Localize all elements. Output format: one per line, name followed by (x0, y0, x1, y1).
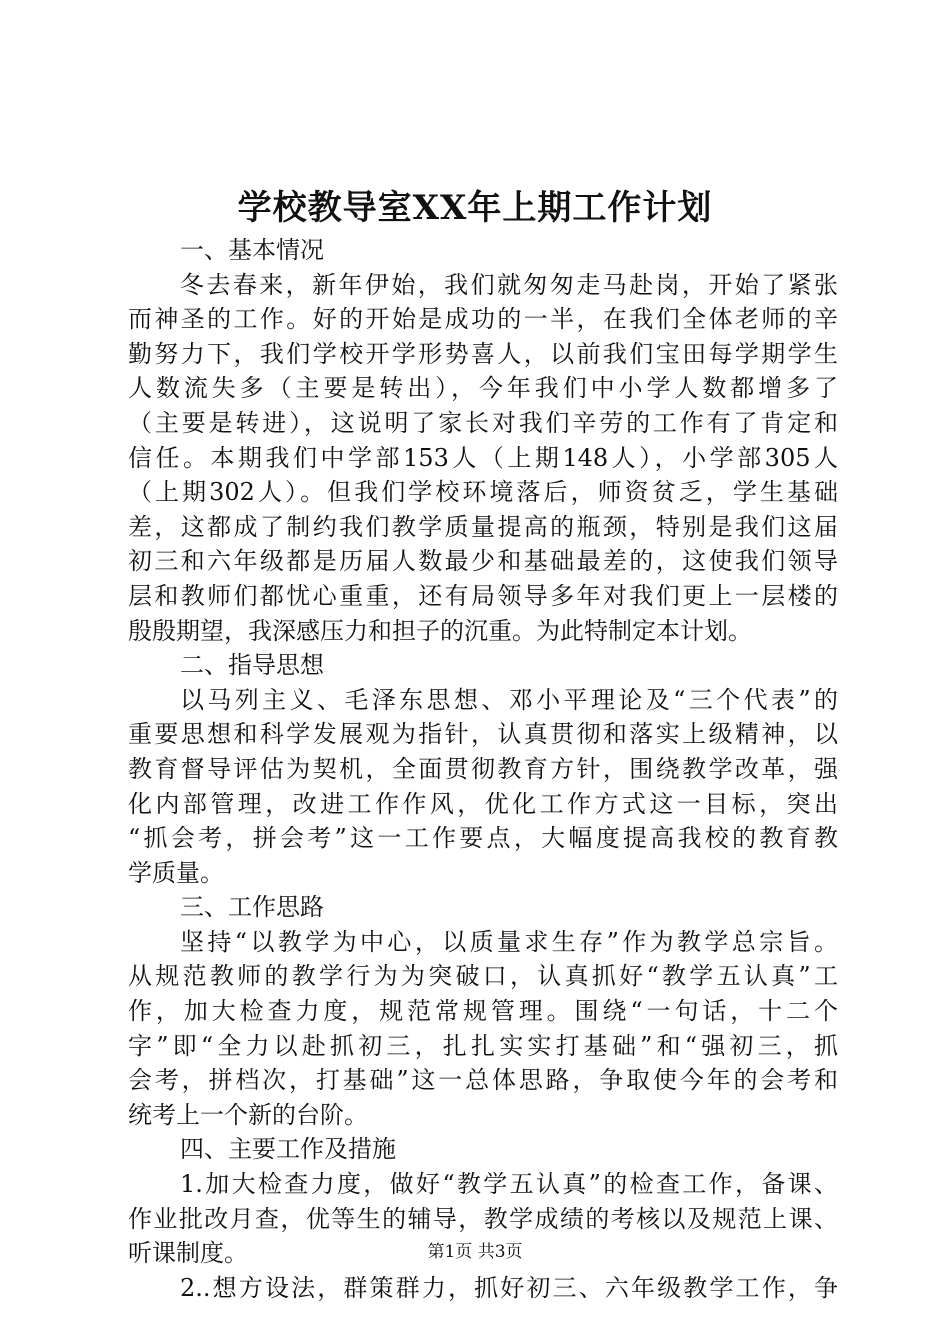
paragraph-line: “抓会考，拼会考”这一工作要点，大幅度提高我校的教育教 (128, 824, 838, 853)
document-title: 学校教导室XX年上期工作计划 (237, 188, 713, 228)
paragraph-line: 一、基本情况 (180, 236, 324, 264)
paragraph-line: 作，加大检查力度，规范常规管理。围绕“一句话，十二个 (128, 997, 838, 1026)
paragraph-line: 差，这都成了制约我们教学质量提高的瓶颈，特别是我们这届 (128, 512, 838, 541)
paragraph-line: 重要思想和科学发展观为指针，认真贯彻和落实上级精神，以 (128, 720, 838, 749)
paragraph-line: 学质量。 (128, 858, 224, 887)
paragraph-line: 层和教师们都忧心重重，还有局领导多年对我们更上一层楼的 (128, 581, 838, 610)
paragraph-line: 化内部管理，改进工作作风，优化工作方式这一目标，突出 (128, 789, 838, 818)
paragraph-line: （主要是转进），这说明了家长对我们辛劳的工作有了肯定和 (128, 408, 838, 437)
paragraph-line: 从规范教师的教学行为为突破口，认真抓好“教学五认真”工 (128, 962, 838, 991)
paragraph-line: 统考上一个新的台阶。 (128, 1100, 368, 1129)
paragraph-line: 四、主要工作及措施 (180, 1135, 396, 1164)
paragraph-line: 以马列主义、毛泽东思想、邓小平理论及“三个代表”的 (180, 685, 838, 714)
paragraph-line: 坚持“以教学为中心，以质量求生存”作为教学总宗旨。 (180, 927, 838, 956)
paragraph-line: 人数流失多（主要是转出），今年我们中小学人数都增多了 (128, 374, 838, 403)
paragraph-line: 会考，拼档次，打基础”这一总体思路，争取使今年的会考和 (128, 1066, 838, 1095)
paragraph-line: 三、工作思路 (180, 893, 324, 922)
paragraph-line: 1.加大检查力度，做好“教学五认真”的检查工作，备课、 (180, 1170, 838, 1199)
paragraph-line: 作业批改月查，优等生的辅导，教学成绩的考核以及规范上课、 (128, 1204, 838, 1233)
paragraph-line: 初三和六年级都是历届人数最少和基础最差的，这使我们领导 (128, 547, 838, 576)
paragraph-line: 信任。本期我们中学部153人（上期148人），小学部305人 (128, 443, 838, 472)
document-body (128, 233, 838, 1305)
paragraph-line: 而神圣的工作。好的开始是成功的一半，在我们全体老师的辛 (128, 305, 838, 334)
paragraph-line: 2..想方设法，群策群力，抓好初三、六年级教学工作，争 (180, 1273, 838, 1302)
paragraph-line: 二、指导思想 (180, 651, 324, 680)
paragraph-line: 殷殷期望，我深感压力和担子的沉重。为此特制定本计划。 (128, 616, 752, 645)
paragraph-line: （上期302人）。但我们学校环境落后，师资贫乏，学生基础 (128, 478, 838, 507)
paragraph-line: 勤努力下，我们学校开学形势喜人，以前我们宝田每学期学生 (128, 339, 838, 368)
paragraph-line: 字”即“全力以赴抓初三，扎扎实实打基础”和“强初三，抓 (128, 1031, 838, 1060)
paragraph-line: 教育督导评估为契机，全面贯彻教育方针，围绕教学改革，强 (128, 754, 838, 783)
page-footer: 第1页 共3页 (427, 1242, 523, 1262)
paragraph-line: 冬去春来，新年伊始，我们就匆匆走马赴岗，开始了紧张 (180, 270, 838, 299)
paragraph-line: 听课制度。 (128, 1239, 248, 1268)
